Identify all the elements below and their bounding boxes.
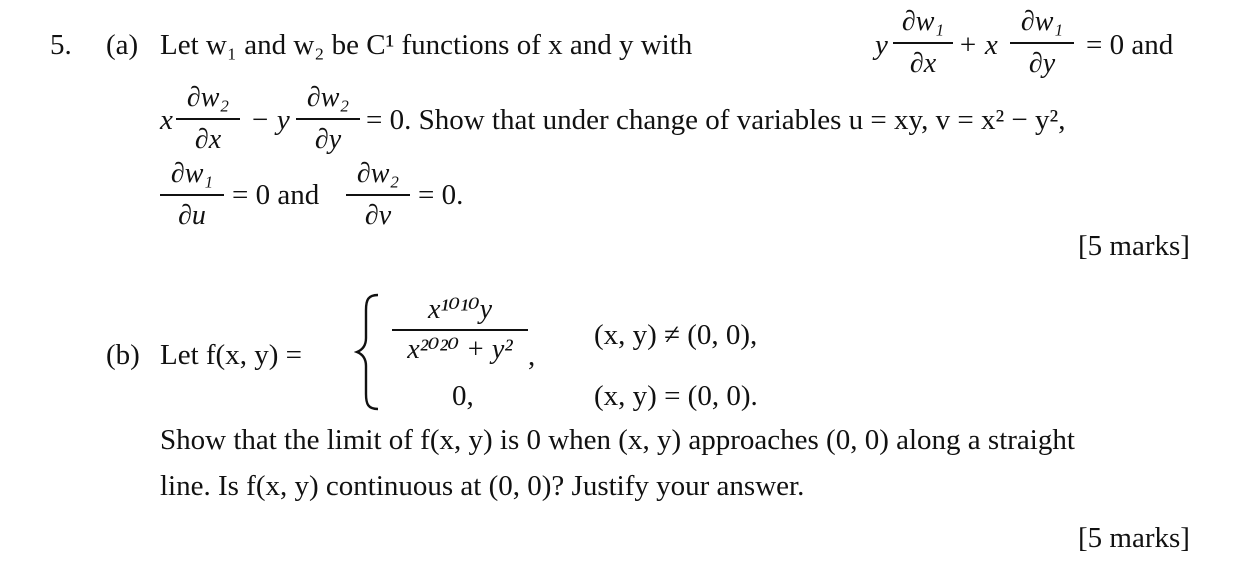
cond1-frac2-num: ∂w₁ <box>1020 6 1064 37</box>
cond1-frac1-num: ∂w₁ <box>901 6 945 37</box>
cond2-coef-x: x <box>160 104 173 136</box>
cond2-frac2-den: ∂y <box>314 124 342 155</box>
cond1-frac-dw1-dy <box>1010 6 1074 84</box>
part-a-label: (a) <box>106 29 139 61</box>
cond2-frac2-bar <box>296 118 360 120</box>
goal-frac1-num: ∂w₁ <box>170 158 214 189</box>
cond2-frac1-num: ∂w₂ <box>186 82 230 113</box>
cond2-minus-y: − y <box>250 104 290 136</box>
case2-value: 0, <box>452 380 474 412</box>
cond2-frac1-bar <box>176 118 240 120</box>
part-a-intro-text <box>160 31 692 60</box>
case1-num: x¹⁰¹⁰y <box>427 294 493 325</box>
cond2-frac2-num: ∂w₂ <box>306 82 350 113</box>
cond2-frac-dw2-dy <box>296 82 360 160</box>
goal-frac-dw1-du <box>160 158 224 236</box>
cond2-rest: = 0. Show that under change of variables u = xy, v = x² − y², <box>366 104 1066 136</box>
goal-mid: = 0 and <box>232 179 320 211</box>
case2-condition: (x, y) = (0, 0). <box>594 380 758 412</box>
case1-condition: (x, y) ≠ (0, 0), <box>594 319 758 351</box>
cond1-frac2-den: ∂y <box>1028 48 1056 79</box>
cond1-frac2-bar <box>1010 42 1074 44</box>
goal-end: = 0. <box>418 179 464 211</box>
part-b-label: (b) <box>106 339 140 371</box>
part-b-line2: line. Is f(x, y) continuous at (0, 0)? Justify your answer. <box>160 470 805 502</box>
cond1-frac-dw1-dx <box>893 6 953 84</box>
part-b-lead: Let f(x, y) = <box>160 339 302 371</box>
cond2-frac-dw2-dx <box>176 82 240 160</box>
goal-frac1-bar <box>160 194 224 196</box>
part-b-line1: Show that the limit of f(x, y) is 0 when (x, y) approaches (0, 0) along a straight <box>160 424 1075 456</box>
case1-den: x²⁰²⁰ + y² <box>407 334 513 365</box>
goal-frac2-num: ∂w₂ <box>356 158 400 189</box>
cond1-plus-x: + x <box>958 29 998 61</box>
goal-frac2-bar <box>346 194 410 196</box>
cond1-frac1-bar <box>893 42 953 44</box>
cond1-rhs: = 0 and <box>1086 29 1174 61</box>
case1-fraction <box>392 292 528 370</box>
part-b-marks: [5 marks] <box>1078 522 1190 554</box>
goal-frac-dw2-dv <box>346 158 410 236</box>
cond1-frac1-den: ∂x <box>909 48 937 79</box>
part-a-marks: [5 marks] <box>1078 230 1190 262</box>
cond2-frac1-den: ∂x <box>194 124 222 155</box>
piecewise-brace <box>354 292 384 412</box>
case1-bar <box>392 329 528 331</box>
problem-number-text: 5. <box>50 29 72 61</box>
part-a-line1: Let w₁ and w₂ be C¹ functions of x and y with <box>160 29 693 61</box>
goal-frac1-den: ∂u <box>178 200 206 231</box>
goal-frac2-den: ∂v <box>364 200 392 231</box>
cond1-coef-y: y <box>875 29 888 61</box>
case1-comma: , <box>528 340 536 372</box>
